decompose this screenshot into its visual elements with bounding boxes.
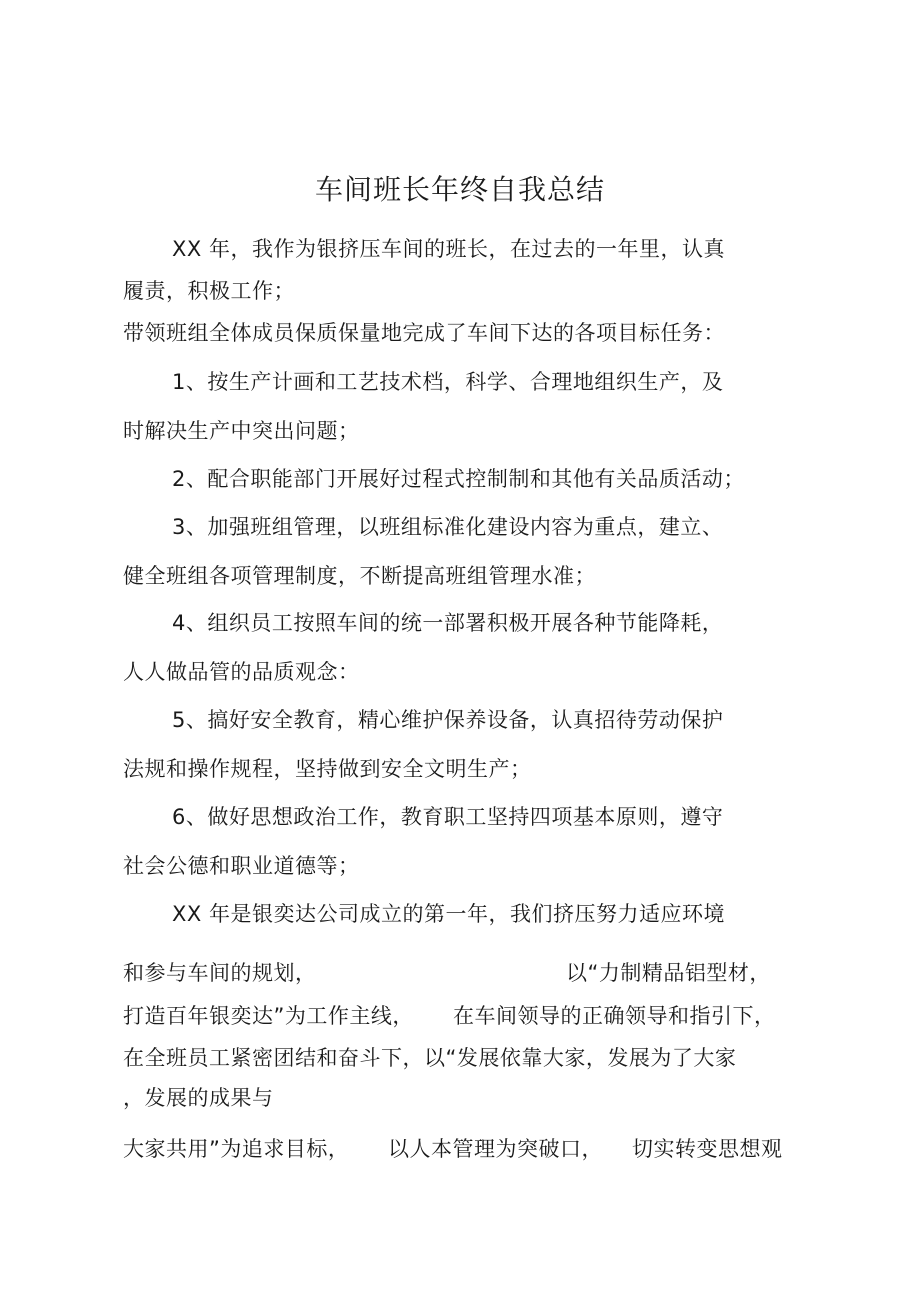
paragraph-line: XX 年，我作为银挤压车间的班长，在过去的一年里，认真	[172, 237, 725, 261]
paragraph-line: 以“力制精品铝型材，	[566, 961, 771, 985]
paragraph-line: 以人本管理为突破口，	[388, 1137, 603, 1161]
paragraph-line: 大家共用”为追求目标，	[123, 1137, 350, 1161]
list-item-line: 5、搞好安全教育，精心维护保养设备，认真招待劳动保护	[172, 708, 724, 732]
list-item-line: 4、组织员工按照车间的统一部署积极开展各种节能降耗，	[172, 611, 724, 635]
list-item-line: 2、配合职能部门开展好过程式控制制和其他有关品质活动；	[172, 467, 745, 491]
paragraph-line: 在全班员工紧密团结和奋斗下，以“发展依靠大家，发展为了大家	[123, 1046, 737, 1070]
paragraph-line: XX 年是银奕达公司成立的第一年，我们挤压努力适应环境	[172, 902, 725, 926]
paragraph-line: 打造百年银奕达”为工作主线，	[123, 1004, 414, 1028]
paragraph-line: ，发展的成果与	[123, 1086, 274, 1110]
list-item-line: 人人做品管的品质观念：	[123, 660, 360, 684]
list-item-line: 3、加强班组管理，以班组标准化建设内容为重点，建立、	[172, 515, 724, 539]
paragraph-line: 带领班组全体成员保质保量地完成了车间下达的各项目标任务：	[123, 321, 725, 345]
paragraph-line: 履责，积极工作；	[123, 279, 295, 303]
paragraph-line: 和参与车间的规划，	[123, 961, 317, 985]
list-item-line: 1、按生产计画和工艺技术档，科学、合理地组织生产，及	[172, 370, 724, 394]
list-item-line: 健全班组各项管理制度，不断提高班组管理水准；	[123, 564, 596, 588]
list-item-line: 社会公德和职业道德等；	[123, 854, 360, 878]
list-item-line: 6、做好思想政治工作，教育职工坚持四项基本原则，遵守	[172, 805, 724, 829]
document-title: 车间班长年终自我总结	[314, 173, 605, 206]
paragraph-line: 在车间领导的正确领导和指引下，	[453, 1004, 776, 1028]
paragraph-line: 切实转变思想观	[632, 1137, 783, 1161]
list-item-line: 时解决生产中突出问题；	[123, 419, 360, 443]
list-item-line: 法规和操作规程，坚持做到安全文明生产；	[123, 757, 532, 781]
